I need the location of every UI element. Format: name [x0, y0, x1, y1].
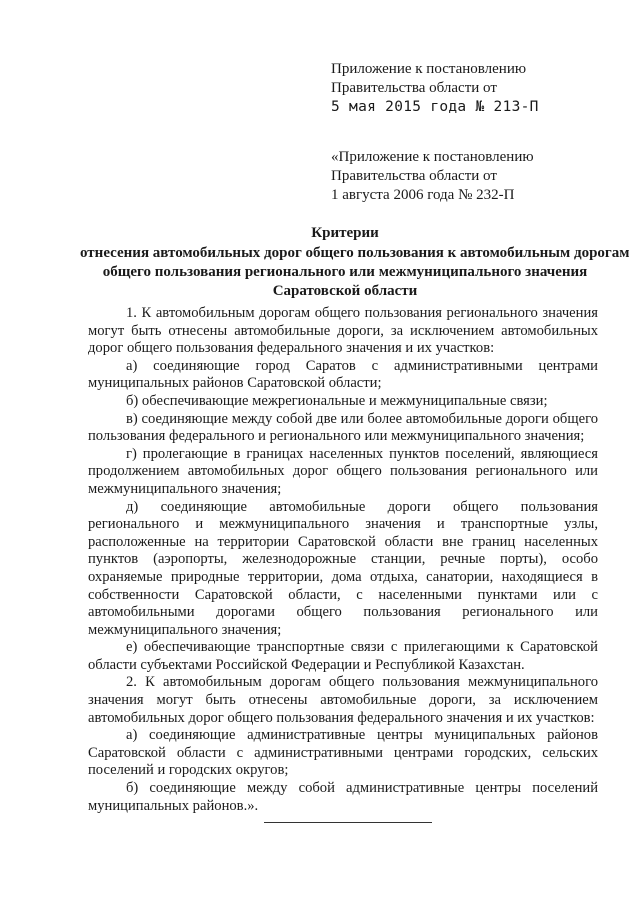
paragraph-1e: д) соединяющие автомобильные дороги общего пользования регионального и межмуниципального значения и транспортные узлы, расположенные на территории Саратовской области вне границ населенных пунктов (аэропорты, железнодорожные станции, речные порты), особо охраняемые природные территории, дома отдыха, санатории, находящиеся в собственности Саратовской области, с населенными пунктами или с автомобильными дорогами общего пользования регионального или межмуниципального значения;	[88, 498, 598, 638]
original-header-line2: Правительства области от	[331, 168, 497, 184]
appendix-header-line1: Приложение к постановлению	[331, 61, 527, 77]
paragraph-2b: б) соединяющие между собой административные центры поселений муниципальных районов.».	[88, 780, 598, 814]
paragraph-1: 1. К автомобильным дорогам общего пользования регионального значения могут быть отнесены автомобильные дороги, за исключением автомобильных дорог общего пользования федерального значения и их участков:	[88, 305, 598, 357]
title-line2: общего пользования регионального или межмуниципального значения	[102, 264, 588, 280]
paragraph-1f: е) обеспечивающие транспортные связи с прилегающими к Саратовской области субъектами Российской Федерации и Республикой Казахстан.	[88, 639, 598, 673]
document-title	[80, 224, 630, 301]
appendix-header-date-stamp: 5 мая 2015 года № 213-П	[331, 99, 539, 115]
original-appendix-header	[331, 148, 534, 205]
paragraph-1b: б) обеспечивающие межрегиональные и межмуниципальные связи;	[126, 392, 548, 409]
paragraph-2a: а) соединяющие административные центры муниципальных районов Саратовской области с административными центрами городских, сельских поселений и городских округов;	[88, 727, 598, 779]
paragraph-1c: в) соединяющие между собой две или более автомобильные дороги общего пользования федерального и регионального или межмуниципального значения;	[88, 410, 598, 445]
original-header-line1: «Приложение к постановлению	[331, 149, 534, 165]
paragraph-1a: а) соединяющие город Саратов с административными центрами муниципальных районов Саратовской области;	[88, 357, 598, 392]
title-word: Критерии	[311, 225, 379, 241]
paragraph-2: 2. К автомобильным дорогам общего пользования межмуниципального значения могут быть отнесены автомобильные дороги, за исключением автомобильных дорог общего пользования федерального значения и их участков:	[88, 674, 598, 726]
appendix-header-line2: Правительства области от	[331, 80, 497, 96]
appendix-header	[331, 60, 539, 117]
original-header-line3: 1 августа 2006 года № 232-П	[331, 187, 515, 203]
title-line1: отнесения автомобильных дорог общего пользования к автомобильным дорогам	[80, 245, 630, 261]
paragraph-1d: г) пролегающие в границах населенных пунктов поселений, являющиеся продолжением автомобильных дорог общего пользования регионального или межмуниципального значения;	[88, 445, 598, 497]
document-body	[88, 305, 598, 815]
title-line3: Саратовской области	[272, 283, 418, 299]
bottom-divider	[264, 822, 432, 823]
